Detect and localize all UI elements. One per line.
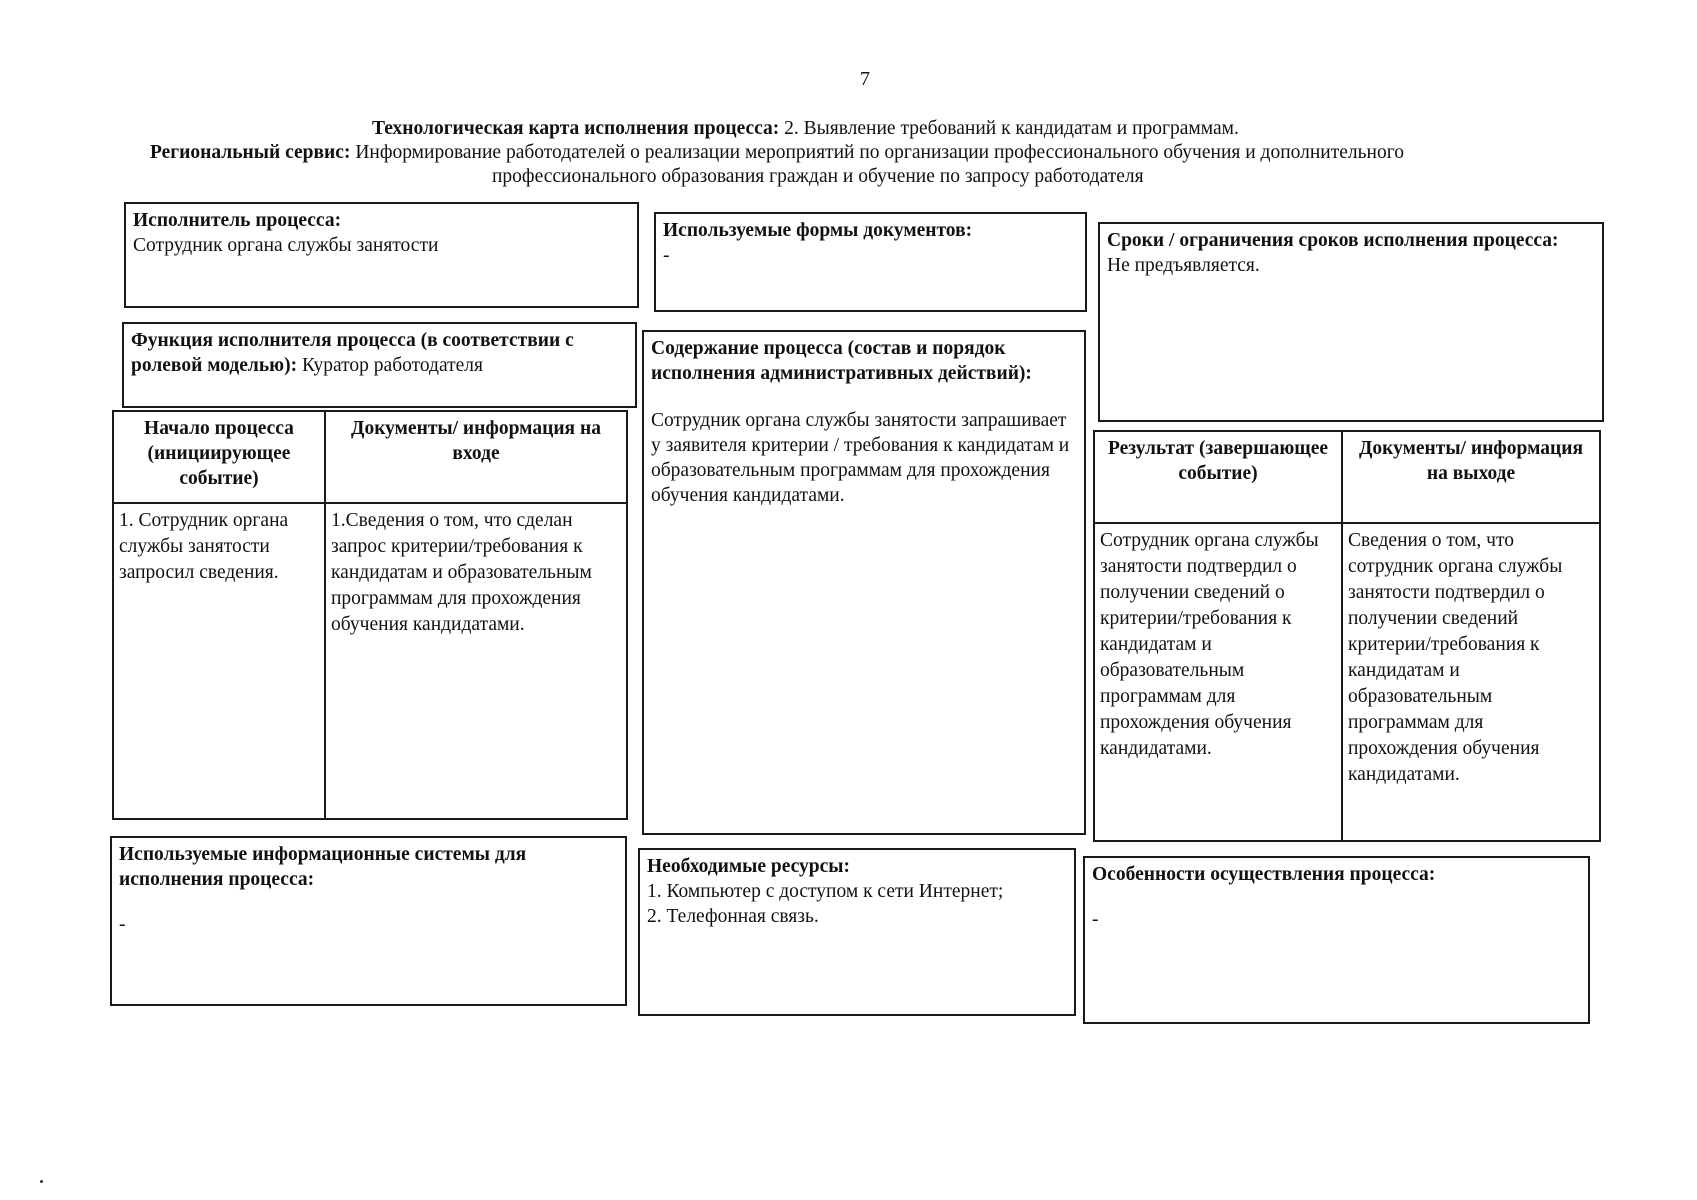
start-event-header: Начало процесса (инициирующее событие) bbox=[113, 411, 325, 503]
output-docs-cell: Сведения о том, что сотрудник органа службы занятости подтвердил о получении сведений критерии/требования к кандидатам и образовательным программам для прохождения обучения кандидатами. bbox=[1342, 523, 1600, 841]
regional-service-line bbox=[150, 141, 1650, 165]
info-systems-title: Используемые информационные системы для исполнения процесса: bbox=[119, 844, 527, 890]
info-systems-value: - bbox=[119, 914, 126, 935]
result-event-header: Результат (завершающее событие) bbox=[1094, 431, 1342, 523]
forms-title: Используемые формы документов: bbox=[663, 220, 973, 241]
content-box bbox=[642, 330, 1086, 835]
input-docs-header: Документы/ информация на входе bbox=[325, 411, 627, 503]
executor-value: Сотрудник органа службы занятости bbox=[133, 235, 439, 256]
deadlines-value: Не предъявляется. bbox=[1107, 255, 1260, 276]
content-title: Содержание процесса (состав и порядок исполнения административных действий): bbox=[651, 338, 1032, 384]
resources-box bbox=[638, 848, 1076, 1016]
process-title-value: 2. Выявление требований к кандидатам и программам. bbox=[784, 118, 1239, 139]
forms-box bbox=[654, 212, 1087, 312]
resources-title: Необходимые ресурсы: bbox=[647, 856, 851, 877]
start-event-cell: 1. Сотрудник органа службы занятости запросил сведения. bbox=[113, 503, 325, 819]
result-event-cell: Сотрудник органа службы занятости подтвердил о получении сведений о критерии/требования к кандидатам и образовательным программам для прохождения обучения кандидатами. bbox=[1094, 523, 1342, 841]
function-title: Функция исполнителя процесса (в соответствии с ролевой моделью): bbox=[131, 330, 574, 376]
regional-service-label: Региональный сервис: bbox=[150, 142, 351, 163]
executor-box bbox=[124, 202, 639, 308]
deadlines-box bbox=[1098, 222, 1604, 422]
scan-mark bbox=[40, 1180, 43, 1183]
features-box bbox=[1083, 856, 1590, 1024]
content-value: Сотрудник органа службы занятости запрашивает у заявителя критерии / требования к кандидатам и образовательным программам для прохождения обучения кандидатами. bbox=[651, 410, 1070, 506]
regional-service-value: Информирование работодателей о реализации мероприятий по организации профессионального обучения и дополнительного bbox=[355, 142, 1404, 163]
result-table bbox=[1093, 430, 1601, 842]
function-box bbox=[122, 322, 637, 408]
process-title-line bbox=[372, 117, 1572, 141]
regional-service-value-cont: профессионального образования граждан и обучение по запросу работодателя bbox=[492, 166, 1144, 187]
features-title: Особенности осуществления процесса: bbox=[1092, 864, 1436, 885]
input-docs-cell: 1.Сведения о том, что сделан запрос критерии/требования к кандидатам и образовательным программам для прохождения обучения кандидатами. bbox=[325, 503, 627, 819]
process-title-label: Технологическая карта исполнения процесса: bbox=[372, 118, 780, 139]
forms-value: - bbox=[663, 245, 670, 266]
page-number: 7 bbox=[860, 68, 870, 90]
function-value: Куратор работодателя bbox=[301, 355, 484, 376]
executor-title: Исполнитель процесса: bbox=[133, 210, 342, 231]
features-value: - bbox=[1092, 909, 1099, 930]
start-table bbox=[112, 410, 628, 820]
resources-item-2: 2. Телефонная связь. bbox=[647, 906, 819, 927]
output-docs-header: Документы/ информация на выходе bbox=[1342, 431, 1600, 523]
info-systems-box bbox=[110, 836, 627, 1006]
deadlines-title: Сроки / ограничения сроков исполнения процесса: bbox=[1107, 230, 1559, 251]
resources-item-1: 1. Компьютер с доступом к сети Интернет; bbox=[647, 881, 1004, 902]
